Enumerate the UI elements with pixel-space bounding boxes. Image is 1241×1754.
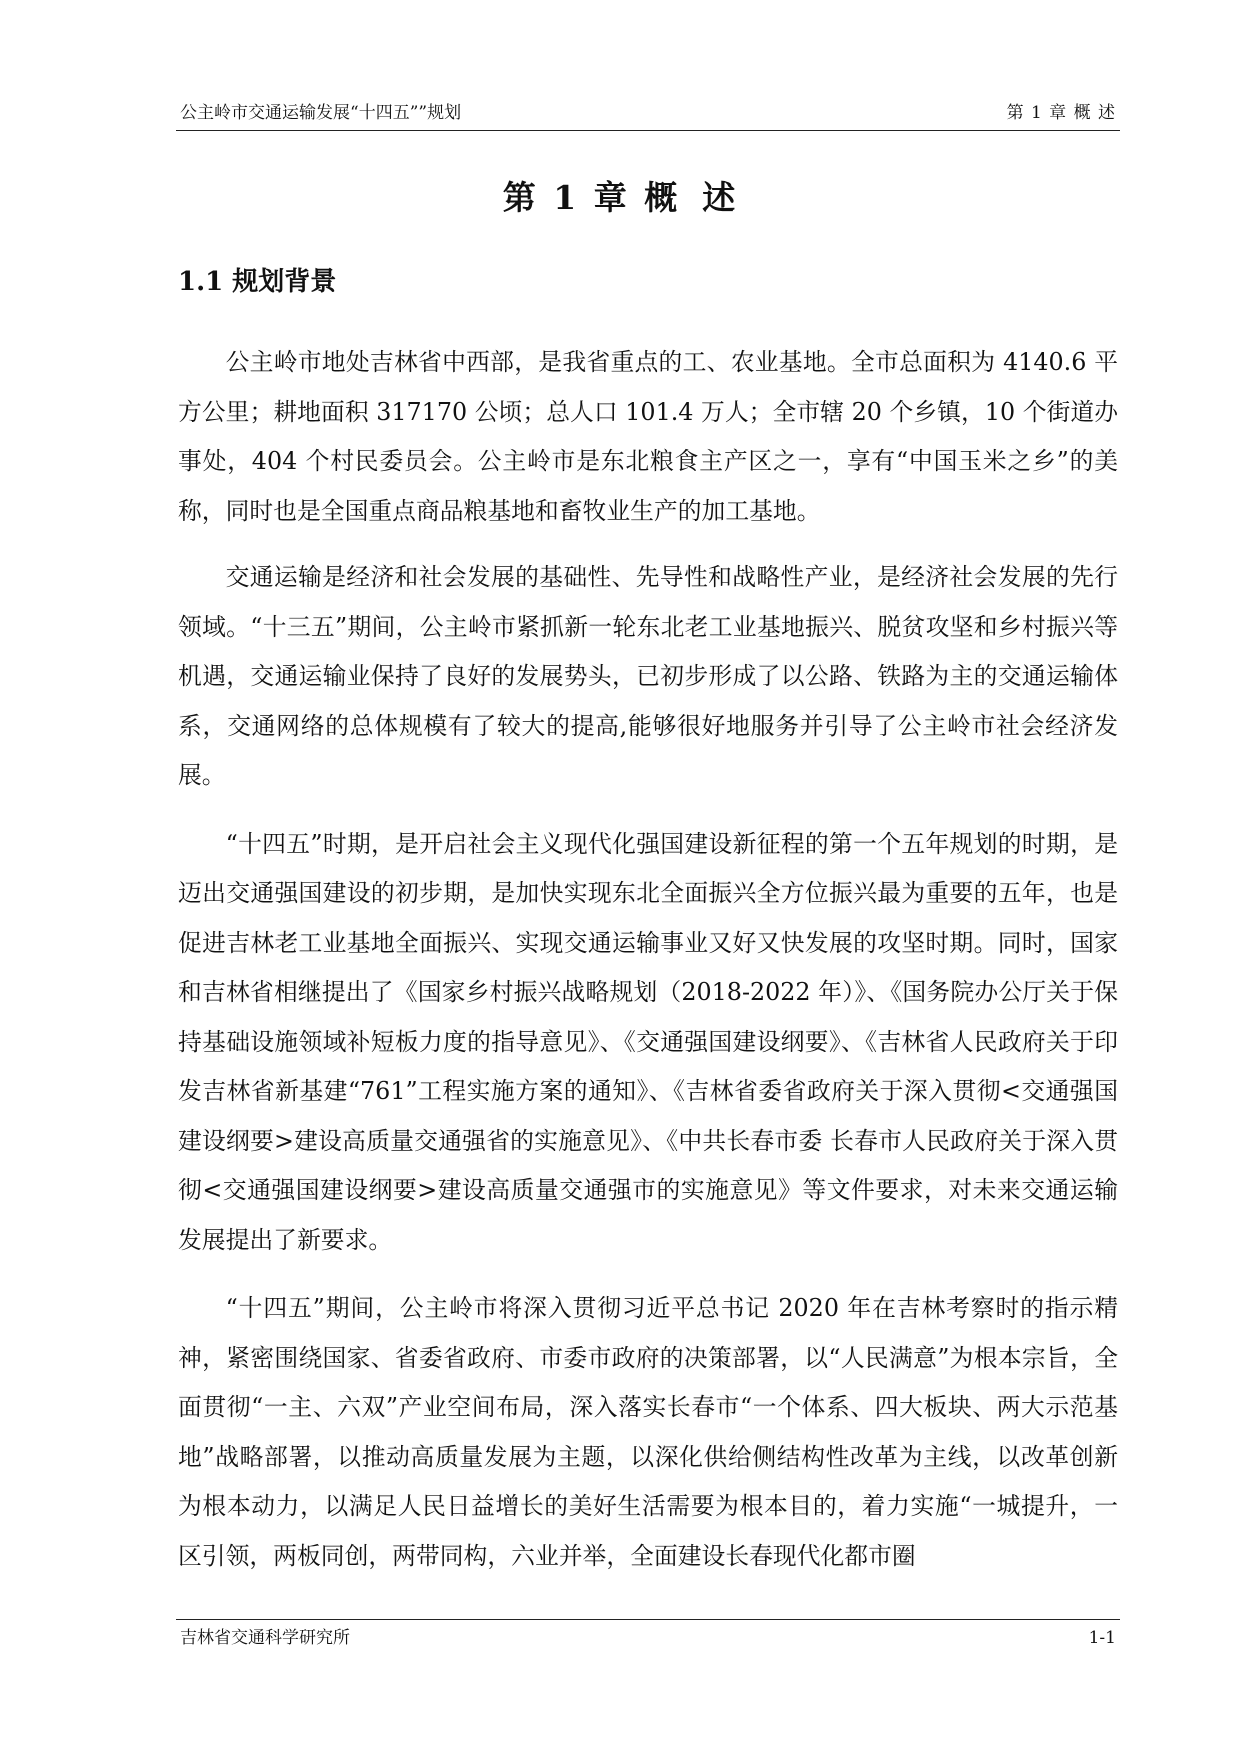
footer-page-number: 1-1 <box>1088 1628 1116 1648</box>
paragraph: 公主岭市地处吉林省中西部，是我省重点的工、农业基地。全市总面积为 4140.6 平方公里；耕地面积 317170 公顷；总人口 101.4 万人；全市辖 20 个乡镇，10 个街道办事处，404 个村民委员会。公主岭市是东北粮食主产区之一，享有“中国玉米之乡”的美称，同时也是全国重点商品粮基地和畜牧业生产的加工基地。 <box>178 348 1118 525</box>
chapter-title <box>0 176 1241 220</box>
footer-organization: 吉林省交通科学研究所 <box>180 1628 350 1648</box>
paragraph: “十四五”时期，是开启社会主义现代化强国建设新征程的第一个五年规划的时期，是迈出交通强国建设的初步期，是加快实现东北全面振兴全方位振兴最为重要的五年，也是促进吉林老工业基地全面振兴、实现交通运输事业又好又快发展的攻坚时期。同时，国家和吉林省相继提出了《国家乡村振兴战略规划（2018-2022 年）》、《国务院办公厅关于保持基础设施领域补短板力度的指导意见》、《交通强国建设纲要》、《吉林省人民政府关于印发吉林省新基建“761”工程实施方案的通知》、《吉林省委省政府关于深入贯彻<交通强国建设纲要>建设高质量交通强省的实施意见》、《中共长春市委 长春市人民政府关于深入贯彻<交通强国建设纲要>建设高质量交通强市的实施意见》等文件要求，对未来交通运输发展提出了新要求。 <box>178 829 1118 1254</box>
paragraph: “十四五”期间，公主岭市将深入贯彻习近平总书记 2020 年在吉林考察时的指示精神，紧密围绕国家、省委省政府、市委市政府的决策部署，以“人民满意”为根本宗旨，全面贯彻“一主、六双”产业空间布局，深入落实长春市“一个体系、四大板块、两大示范基地”战略部署，以推动高质量发展为主题，以深化供给侧结构性改革为主线，以改革创新为根本动力，以满足人民日益增长的美好生活需要为根本目的，着力实施“一城提升，一区引领，两板同创，两带同构，六业并举，全面建设长春现代化都市圈 <box>178 1294 1118 1570</box>
header-document-title: 公主岭市交通运输发展“十四五””规划 <box>180 103 462 123</box>
page-header <box>176 100 1120 131</box>
chapter-title-main: 第 1 章 概 <box>502 178 681 217</box>
section-heading: 1.1 规划背景 <box>178 267 337 297</box>
header-chapter-label: 第 1 章 概 述 <box>1006 103 1116 123</box>
chapter-title-tail: 述 <box>702 178 739 217</box>
page-footer <box>176 1619 1120 1650</box>
body-text <box>178 338 1118 1601</box>
paragraph: 交通运输是经济和社会发展的基础性、先导性和战略性产业，是经济社会发展的先行领域。“十三五”期间，公主岭市紧抓新一轮东北老工业基地振兴、脱贫攻坚和乡村振兴等机遇，交通运输业保持了良好的发展势头，已初步形成了以公路、铁路为主的交通运输体系，交通网络的总体规模有了较大的提高,能够很好地服务并引导了公主岭市社会经济发展。 <box>178 563 1118 789</box>
